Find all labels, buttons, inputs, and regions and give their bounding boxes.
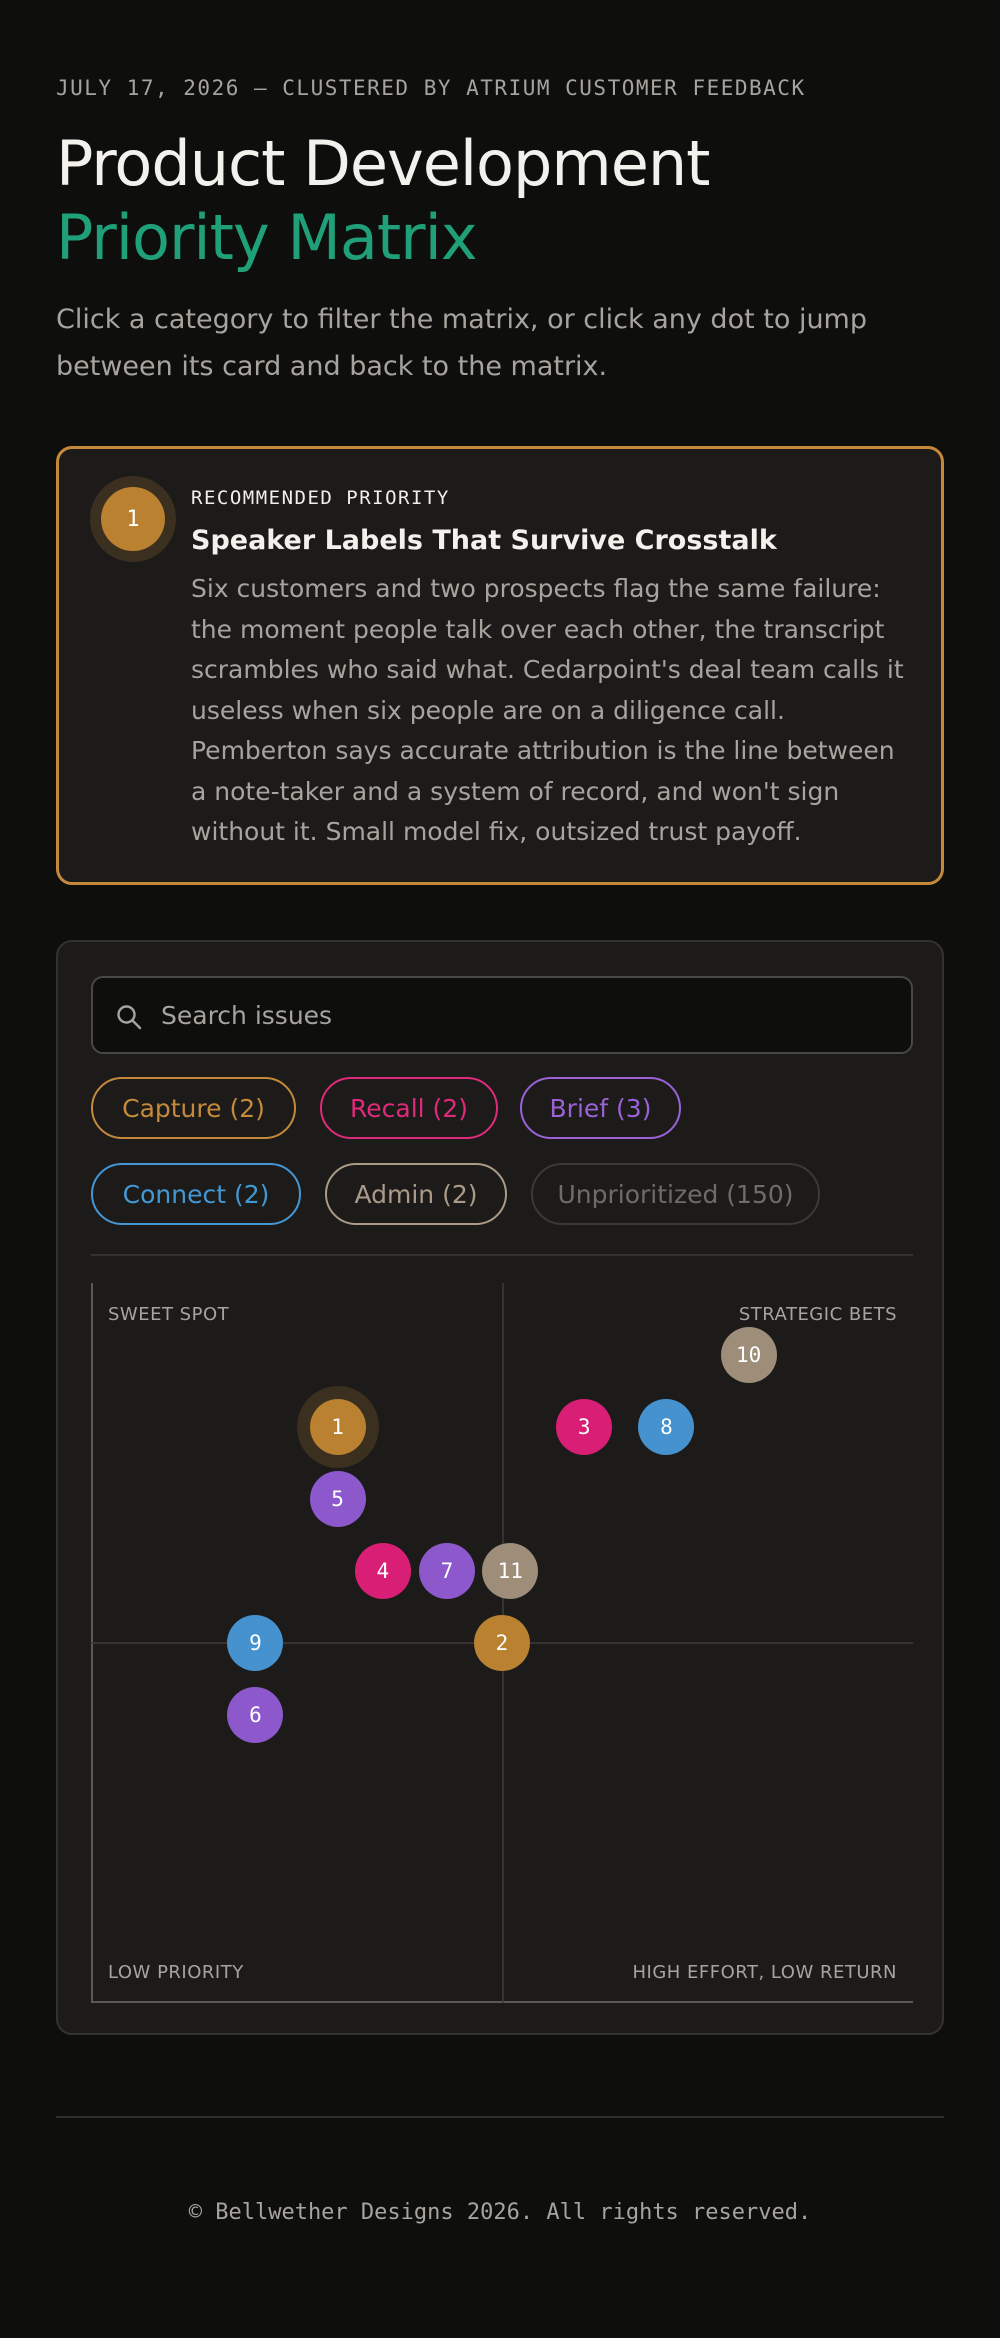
issue-dot-8[interactable]: 8 — [638, 1399, 694, 1455]
filter-capture[interactable]: Capture (2) — [91, 1077, 296, 1139]
search-icon — [115, 1003, 143, 1031]
issue-dot-6[interactable]: 6 — [227, 1687, 283, 1743]
issue-dot-1[interactable]: 1 — [310, 1399, 366, 1455]
quadrant-label-sweet-spot: SWEET SPOT — [108, 1304, 230, 1325]
issue-dot-9[interactable]: 9 — [227, 1615, 283, 1671]
quadrant-label-strategic-bets: STRATEGIC BETS — [738, 1304, 897, 1325]
issue-dot-3[interactable]: 3 — [556, 1399, 612, 1455]
recommended-title: Speaker Labels That Survive Crosstalk — [191, 525, 777, 556]
filter-admin[interactable]: Admin (2) — [325, 1163, 507, 1225]
intro-text: Click a category to filter the matrix, or click any dot to jump between its card and back to the matrix. — [56, 304, 868, 382]
footer-copyright: © Bellwether Designs 2026. All rights reserved. — [188, 2200, 812, 2225]
matrix-panel — [56, 940, 944, 2035]
filter-brief[interactable]: Brief (3) — [520, 1077, 681, 1139]
page-title-accent: Priority Matrix — [56, 201, 477, 274]
issue-dot-5[interactable]: 5 — [310, 1471, 366, 1527]
quadrant-label-low-priority: LOW PRIORITY — [108, 1962, 244, 1983]
divider — [91, 1254, 913, 1256]
issue-dot-11[interactable]: 11 — [482, 1543, 538, 1599]
recommended-priority-card[interactable] — [56, 446, 944, 885]
issue-dot-7[interactable]: 7 — [419, 1543, 475, 1599]
dateline: JULY 17, 2026 — CLUSTERED BY ATRIUM CUSTOMER FEEDBACK — [56, 76, 806, 100]
issue-dot-4[interactable]: 4 — [355, 1543, 411, 1599]
filter-connect[interactable]: Connect (2) — [91, 1163, 301, 1225]
recommended-label: RECOMMENDED PRIORITY — [191, 487, 450, 509]
quadrant-label-high-effort: HIGH EFFORT, LOW RETURN — [632, 1962, 897, 1983]
search-placeholder: Search issues — [161, 1001, 333, 1030]
search-input[interactable] — [91, 976, 913, 1054]
footer-divider — [56, 2116, 944, 2118]
filter-recall[interactable]: Recall (2) — [320, 1077, 498, 1139]
page-title: Product Development — [56, 127, 710, 200]
filter-unprioritized[interactable]: Unprioritized (150) — [531, 1163, 820, 1225]
priority-badge[interactable]: 1 — [101, 487, 165, 551]
issue-dot-2[interactable]: 2 — [474, 1615, 530, 1671]
priority-matrix-plot — [91, 1283, 913, 2003]
recommended-body: Six customers and two prospects flag the same failure: the moment people talk over each other, the transcript scrambles who said what. Cedarpoint's deal team calls it useless when six people are on a diligence call. Pemberton says accurate attribution is the line between a note-taker and a system of record, and won't sign without it. Small model fix, outsized trust payoff. — [191, 574, 904, 846]
issue-dot-10[interactable]: 10 — [721, 1327, 777, 1383]
